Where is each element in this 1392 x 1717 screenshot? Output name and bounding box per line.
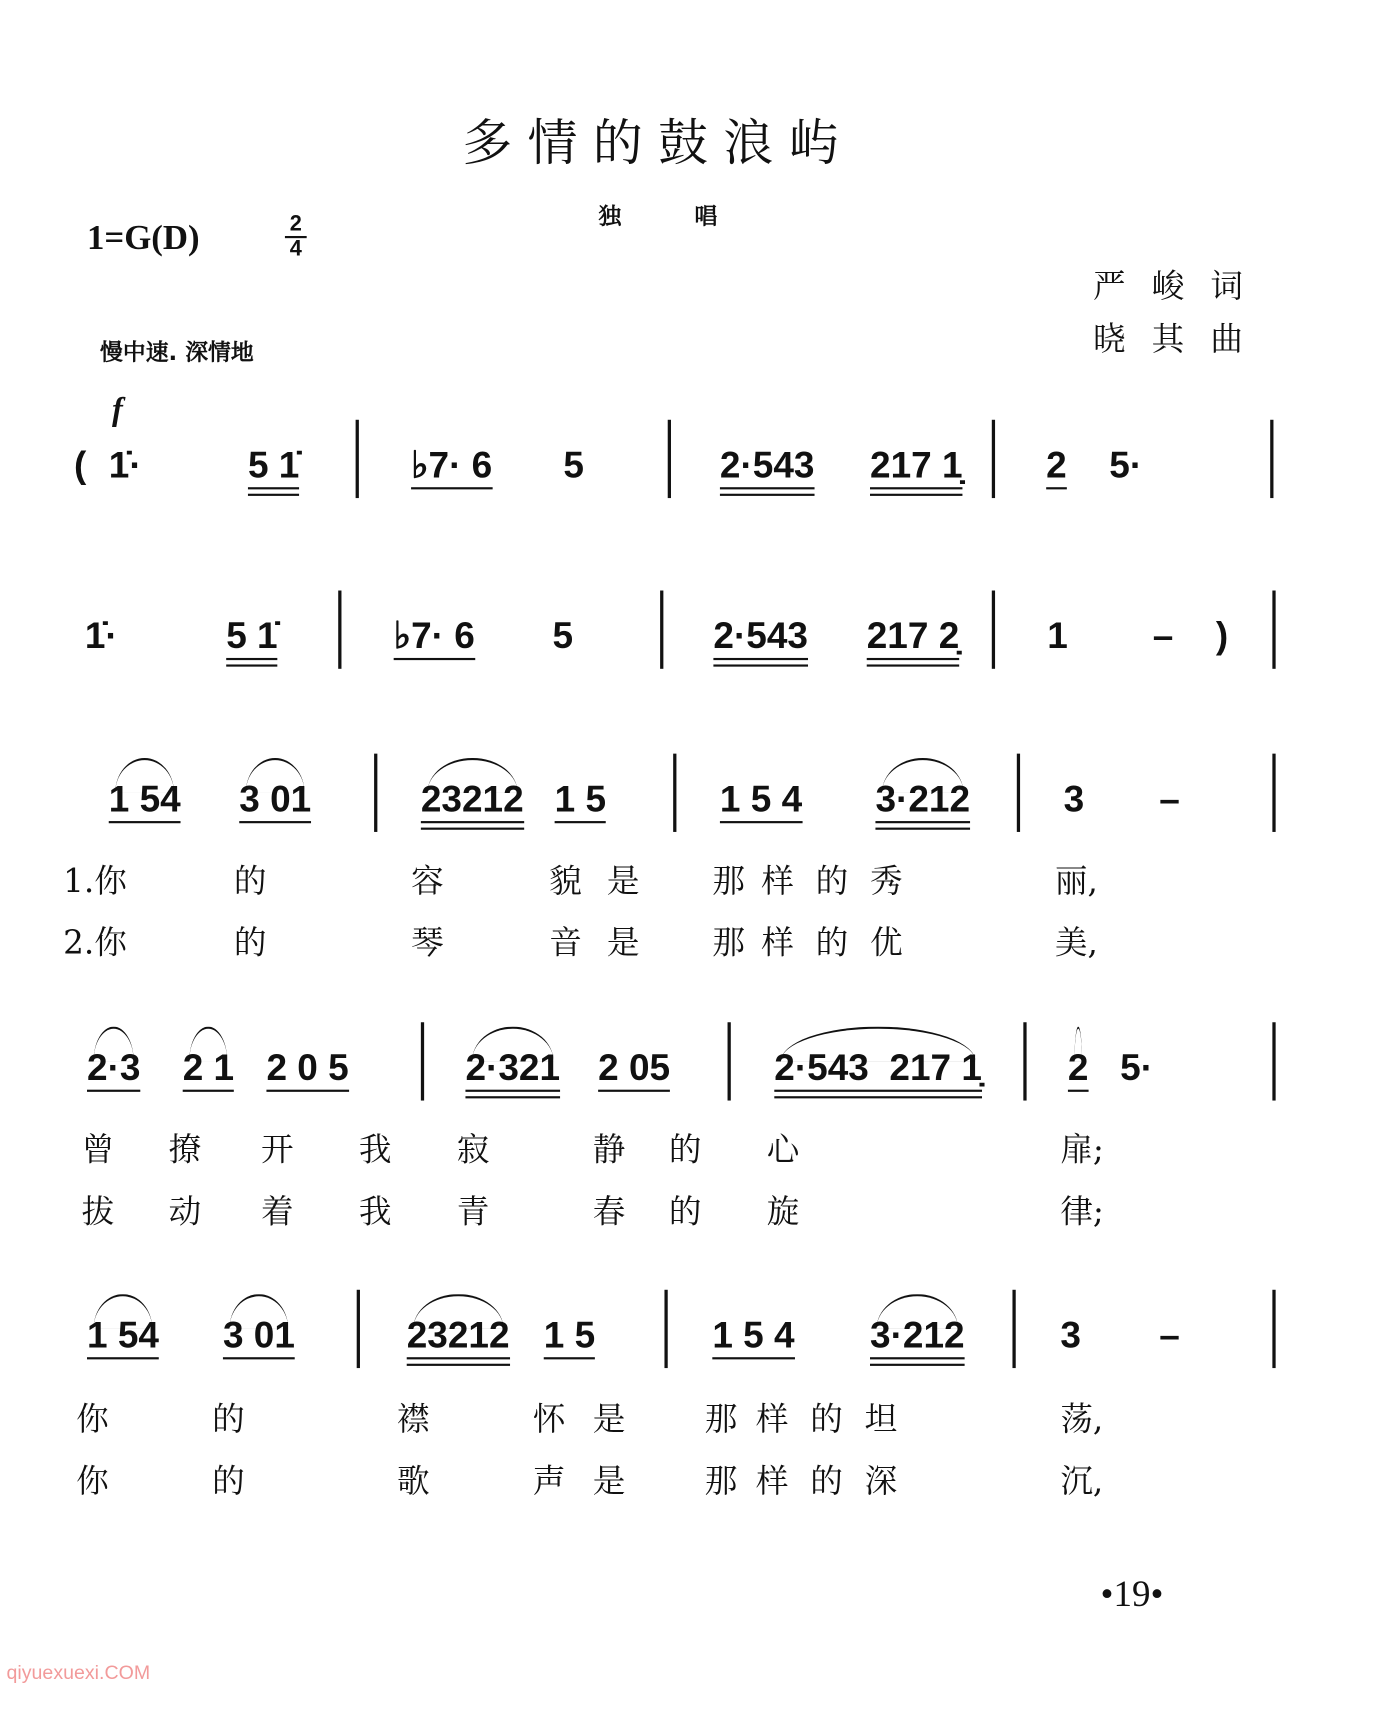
duration-underline bbox=[720, 494, 815, 496]
note-group: 3 01 bbox=[239, 778, 311, 822]
note-group: 1̇· bbox=[84, 615, 118, 657]
duration-underline bbox=[407, 1357, 510, 1359]
lyric-syllable: 音 bbox=[549, 924, 582, 963]
note-group: 1 5 4 bbox=[720, 778, 802, 822]
note-group: 217 2̣ bbox=[867, 614, 960, 658]
slur-arc bbox=[882, 758, 964, 793]
slur-arc bbox=[413, 1294, 503, 1329]
note-group: 23212 bbox=[421, 778, 524, 822]
barline bbox=[992, 420, 995, 498]
duration-underline bbox=[712, 1357, 794, 1359]
note-group: 2 0 5 bbox=[266, 1046, 348, 1090]
slur-arc bbox=[229, 1294, 288, 1329]
lyric-syllable: 撩 bbox=[168, 1131, 202, 1170]
lyric-syllable: 静 bbox=[592, 1131, 626, 1170]
duration-underline bbox=[544, 1357, 595, 1359]
lyric-syllable: 心 bbox=[766, 1131, 800, 1170]
duration-underline bbox=[875, 828, 970, 830]
barline bbox=[660, 591, 663, 669]
note-group: ( bbox=[73, 444, 87, 487]
time-bottom: 4 bbox=[285, 236, 307, 261]
lyric-syllable: 坦 bbox=[864, 1400, 898, 1439]
note-group: 1 54 bbox=[109, 778, 181, 822]
note-group: 5 1̇ bbox=[226, 614, 277, 658]
barline bbox=[374, 754, 377, 832]
lyric-syllable: 样 bbox=[755, 1462, 789, 1501]
lyric-syllable: 丽, bbox=[1054, 862, 1098, 901]
note-group: ) bbox=[1215, 615, 1229, 657]
slur-arc bbox=[246, 758, 305, 793]
lyric-syllable: 我 bbox=[358, 1131, 392, 1170]
duration-underline bbox=[598, 1090, 670, 1092]
time-top: 2 bbox=[289, 212, 302, 236]
note-group: 2 1 bbox=[183, 1046, 234, 1090]
note-group: 2·543 bbox=[720, 444, 815, 488]
note-group: 2·3 bbox=[87, 1046, 140, 1090]
lyricist-credit: 严峻词 bbox=[1092, 267, 1270, 306]
lyric-syllable: 那 bbox=[712, 862, 745, 901]
lyric-syllable: 是 bbox=[592, 1400, 626, 1439]
barline bbox=[421, 1022, 424, 1100]
barline bbox=[1270, 420, 1273, 498]
duration-underline bbox=[1068, 1090, 1089, 1092]
key-signature: 1=G(D) bbox=[87, 217, 200, 257]
duration-underline bbox=[183, 1090, 234, 1092]
dynamic-marking: f bbox=[112, 391, 123, 428]
lyric-syllable: 开 bbox=[261, 1131, 294, 1170]
duration-underline bbox=[239, 821, 311, 823]
duration-underline bbox=[87, 1357, 159, 1359]
note-group: 1 5 bbox=[555, 778, 606, 822]
barline bbox=[1017, 754, 1020, 832]
duration-underline bbox=[720, 821, 802, 823]
note-group: – bbox=[1159, 1314, 1180, 1357]
duration-underline bbox=[870, 1357, 965, 1359]
lyric-syllable: 的 bbox=[815, 862, 849, 901]
lyric-syllable: 秀 bbox=[870, 862, 903, 901]
lyric-syllable: 襟 bbox=[396, 1400, 430, 1439]
slur-arc bbox=[115, 758, 174, 793]
lyric-syllable: 动 bbox=[168, 1192, 202, 1232]
lyric-syllable: 样 bbox=[761, 924, 794, 963]
barline bbox=[728, 1022, 731, 1100]
note-group: 1 54 bbox=[87, 1314, 159, 1358]
lyric-syllable: 是 bbox=[606, 924, 640, 963]
note-group: 5· bbox=[1120, 1047, 1154, 1089]
lyric-syllable: 的 bbox=[668, 1131, 702, 1170]
lyric-syllable: 的 bbox=[810, 1400, 843, 1439]
duration-underline bbox=[713, 658, 808, 660]
duration-underline bbox=[465, 1090, 560, 1092]
note-group: ♭7· 6 bbox=[411, 444, 492, 488]
lyric-syllable: 扉; bbox=[1060, 1131, 1104, 1170]
lyric-syllable: 曾 bbox=[81, 1131, 115, 1170]
page-number: •19• bbox=[1100, 1574, 1164, 1615]
lyric-syllable: 沉, bbox=[1060, 1462, 1104, 1501]
lyric-syllable: 我 bbox=[358, 1192, 392, 1232]
duration-underline bbox=[867, 658, 960, 660]
duration-underline bbox=[248, 487, 299, 489]
barline bbox=[1272, 1290, 1275, 1368]
note-group: 2 05 bbox=[598, 1046, 670, 1090]
duration-underline bbox=[226, 658, 277, 660]
note-group: 5 bbox=[563, 444, 584, 487]
duration-underline bbox=[407, 1364, 510, 1366]
note-group: – bbox=[1159, 778, 1180, 820]
lyric-syllable: 琴 bbox=[411, 924, 444, 963]
lyric-syllable: 容 bbox=[411, 862, 444, 901]
note-group: 3 01 bbox=[223, 1314, 295, 1358]
duration-underline bbox=[720, 487, 815, 489]
lyric-syllable: 着 bbox=[261, 1192, 294, 1232]
slur-arc bbox=[189, 1027, 227, 1062]
note-group: 3·212 bbox=[875, 778, 970, 822]
lyric-syllable: 样 bbox=[761, 862, 794, 901]
barline bbox=[992, 591, 995, 669]
note-group: 1 bbox=[1047, 615, 1068, 657]
note-group: 3 bbox=[1060, 1314, 1081, 1357]
barline bbox=[357, 1290, 360, 1368]
lyric-syllable: 的 bbox=[233, 924, 267, 963]
performance-type: 独 唱 bbox=[598, 203, 718, 230]
note-group: 5 1̇ bbox=[248, 444, 299, 488]
barline bbox=[338, 591, 341, 669]
note-group: 217 1̣ bbox=[870, 444, 963, 488]
note-group: 1̇· bbox=[108, 444, 142, 487]
song-title: 多情的鼓浪屿 bbox=[462, 113, 854, 172]
duration-underline bbox=[223, 1357, 295, 1359]
tempo-marking: 慢中速. 深情地 bbox=[100, 339, 254, 366]
note-group: 2·321 bbox=[465, 1046, 560, 1090]
note-group: 2·543 bbox=[713, 614, 808, 658]
lyric-syllable: 深 bbox=[864, 1462, 898, 1501]
note-group: 3·212 bbox=[870, 1314, 965, 1358]
lyric-syllable: 律; bbox=[1060, 1192, 1104, 1232]
note-group: 23212 bbox=[407, 1314, 510, 1358]
duration-underline bbox=[109, 821, 181, 823]
duration-underline bbox=[226, 664, 277, 666]
duration-underline bbox=[411, 487, 492, 489]
barline bbox=[1272, 754, 1275, 832]
barline bbox=[1272, 1022, 1275, 1100]
lyric-syllable: 那 bbox=[712, 924, 745, 963]
lyric-syllable: 青 bbox=[456, 1192, 490, 1232]
duration-underline bbox=[774, 1090, 982, 1092]
note-group: ♭7· 6 bbox=[394, 614, 475, 658]
duration-underline bbox=[774, 1096, 982, 1098]
lyric-syllable: 荡, bbox=[1060, 1400, 1104, 1439]
lyric-syllable: 你 bbox=[76, 1462, 109, 1501]
lyric-syllable: 貌 bbox=[549, 862, 582, 901]
duration-underline bbox=[875, 821, 970, 823]
lyric-syllable: 声 bbox=[532, 1462, 566, 1501]
composer-credit: 晓其曲 bbox=[1092, 320, 1270, 359]
lyric-syllable: 怀 bbox=[532, 1400, 566, 1439]
lyric-syllable: 拔 bbox=[81, 1192, 115, 1232]
lyric-syllable: 1.你 bbox=[63, 862, 127, 901]
lyric-syllable: 的 bbox=[668, 1192, 702, 1232]
slur-arc bbox=[94, 1027, 134, 1062]
duration-underline bbox=[248, 494, 299, 496]
lyric-syllable: 样 bbox=[755, 1400, 789, 1439]
note-group: 1 5 4 bbox=[712, 1314, 794, 1358]
lyric-syllable: 你 bbox=[76, 1400, 109, 1439]
lyric-syllable: 优 bbox=[870, 924, 903, 963]
duration-underline bbox=[870, 487, 963, 489]
lyric-syllable: 旋 bbox=[766, 1192, 800, 1232]
slur-arc bbox=[1074, 1027, 1082, 1062]
lyric-syllable: 的 bbox=[810, 1462, 843, 1501]
slur-arc bbox=[94, 1294, 153, 1329]
note-group: 2·543 217 1̣ bbox=[774, 1046, 982, 1090]
lyric-syllable: 春 bbox=[592, 1192, 626, 1232]
slur-arc bbox=[877, 1294, 959, 1329]
barline bbox=[356, 420, 359, 498]
time-signature bbox=[285, 213, 307, 261]
slur-arc bbox=[427, 758, 517, 793]
duration-underline bbox=[870, 494, 963, 496]
lyric-syllable: 美, bbox=[1054, 924, 1098, 963]
duration-underline bbox=[713, 664, 808, 666]
duration-underline bbox=[870, 1364, 965, 1366]
duration-underline bbox=[394, 658, 475, 660]
barline bbox=[673, 754, 676, 832]
duration-underline bbox=[87, 1090, 140, 1092]
note-group: 5· bbox=[1109, 444, 1143, 487]
note-group: 2 bbox=[1046, 444, 1067, 488]
note-group: 2 bbox=[1068, 1046, 1089, 1090]
lyric-syllable: 那 bbox=[704, 1462, 738, 1501]
note-group: 5 bbox=[552, 615, 574, 657]
note-group: 3 bbox=[1063, 778, 1085, 820]
lyric-syllable: 是 bbox=[606, 862, 640, 901]
slur-arc bbox=[781, 1027, 976, 1062]
barline bbox=[664, 1290, 667, 1368]
lyric-syllable: 的 bbox=[212, 1400, 245, 1439]
duration-underline bbox=[421, 828, 524, 830]
duration-underline bbox=[1046, 487, 1067, 489]
lyric-syllable: 的 bbox=[212, 1462, 245, 1501]
note-group: – bbox=[1152, 615, 1174, 657]
lyric-syllable: 2.你 bbox=[63, 924, 127, 963]
barline bbox=[1012, 1290, 1015, 1368]
duration-underline bbox=[465, 1096, 560, 1098]
barline bbox=[668, 420, 671, 498]
lyric-syllable: 歌 bbox=[396, 1462, 430, 1501]
lyric-syllable: 那 bbox=[704, 1400, 738, 1439]
duration-underline bbox=[867, 664, 960, 666]
lyric-syllable: 寂 bbox=[456, 1131, 490, 1170]
barline bbox=[1023, 1022, 1026, 1100]
lyric-syllable: 的 bbox=[233, 862, 267, 901]
watermark: qiyuexuexi.COM bbox=[6, 1661, 151, 1684]
lyric-syllable: 的 bbox=[815, 924, 849, 963]
duration-underline bbox=[555, 821, 606, 823]
duration-underline bbox=[421, 821, 524, 823]
lyric-syllable: 是 bbox=[592, 1462, 626, 1501]
duration-underline bbox=[266, 1090, 348, 1092]
note-group: 1 5 bbox=[544, 1314, 595, 1358]
barline bbox=[1272, 591, 1275, 669]
slur-arc bbox=[472, 1027, 554, 1062]
